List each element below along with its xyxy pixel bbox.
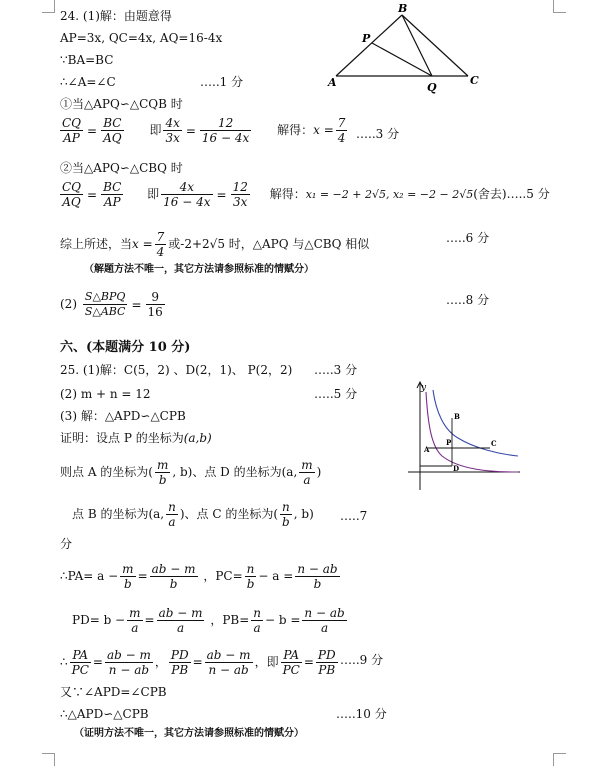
fraction: $\frac{7}{4}$ [156, 230, 165, 259]
q25-score2: …..5 分 [314, 387, 358, 401]
fraction: $\frac{ab - m}{n - ab}$ [106, 648, 151, 677]
fraction: $\frac{n}{b}$ [246, 562, 255, 591]
q24-score5: …..8 分 [446, 293, 490, 307]
q24-case2-equation: $\frac{CQ}{AQ}$ = $\frac{BC}{AP}$ 即 $\frac{4x}{16 - 4x}$ = $\frac{12}{3x}$ 解得：x₁ = −2 + 2√5, x₂ = −2 − 2√5(舍去)…..5 分 [62, 180, 550, 209]
fraction: $\frac{BC}{AP}$ [103, 180, 122, 209]
graph-figure [400, 372, 525, 497]
q25-fen: 分 [60, 537, 73, 551]
fraction: $\frac{7}{4}$ [337, 116, 346, 145]
q25-line5: 则点 A 的坐标为( $\frac{m}{b}$ , b)、点 D 的坐标为(a, $\frac{m}{a}$ ) [60, 458, 322, 487]
q25-line8: 又∵∠APD=∠CPB [60, 685, 167, 699]
corner-mark-top-right [553, 0, 566, 13]
label-a: A [328, 76, 337, 89]
q25-line9: ∴△APD∽△CPB [60, 707, 149, 721]
fraction: $\frac{n}{a}$ [253, 606, 261, 635]
fraction: $\frac{PA}{PC}$ [71, 648, 89, 677]
fraction: $\frac{m}{b}$ [156, 458, 169, 487]
q25-score3: …..7 [340, 509, 368, 523]
fraction: $\frac{m}{a}$ [129, 606, 141, 635]
fraction: $\frac{\text{S△BPQ}}{\text{S△ABC}}$ [84, 290, 126, 318]
fraction: $\frac{ab - m}{n - ab}$ [206, 648, 251, 677]
q24-score4: …..6 分 [446, 231, 490, 245]
section-heading: 六、(本题满分 10 分) [60, 340, 191, 355]
label-d-point: D [453, 464, 460, 473]
q25-line4: 证明：设点 P 的坐标为(a,b) [60, 431, 212, 445]
fraction: $\frac{ab - m}{a}$ [158, 606, 203, 635]
q25-score4: …..9 分 [340, 653, 384, 667]
q25-line1: 25. (1)解：C(5，2) 、D(2，1)、 P(2，2) [60, 363, 293, 377]
q25-ratio: ∴ $\frac{PA}{PC}$ = $\frac{ab - m}{n - ab}$ ， $\frac{PD}{PB}$ = $\frac{ab - m}{n - ab}$ ，即 $\frac{PA}{PC}$ = $\frac{PD}{PB}$ [60, 648, 336, 677]
q25-pa-pc: ∴PA= a − $\frac{m}{b}$ = $\frac{ab - m}{b}$ ，PC= $\frac{n}{b}$ − a = $\frac{n - ab}{b}$ [60, 562, 338, 591]
fraction: $\frac{9}{16}$ [147, 290, 163, 319]
q24-note: （解题方法不唯一，其它方法请参照标准的情赋分） [84, 264, 314, 275]
q25-line6: 点 B 的坐标为(a, $\frac{n}{a}$ )、点 C 的坐标为( $\frac{n}{b}$ , b) [72, 500, 314, 529]
corner-mark-bottom-left [42, 753, 55, 766]
label-q: Q [427, 81, 437, 94]
fraction: $\frac{n - ab}{a}$ [304, 606, 345, 635]
fraction: $\frac{4x}{16 - 4x}$ [163, 180, 211, 209]
q24-case2: ②当△APQ∽△CBQ 时 [60, 161, 183, 175]
fraction: $\frac{CQ}{AQ}$ [62, 180, 82, 209]
label-p: P [362, 32, 371, 45]
fraction: $\frac{PD}{PB}$ [317, 648, 336, 677]
fraction: $\frac{n - ab}{b}$ [297, 562, 338, 591]
fraction: $\frac{PA}{PC}$ [282, 648, 300, 677]
q24-line4: ∴∠A=∠C [60, 75, 116, 89]
q24-line2: AP=3x, QC=4x, AQ=16-4x [60, 31, 223, 45]
corner-mark-top-left [42, 0, 55, 13]
q25-note: （证明方法不唯一，其它方法请参照标准的情赋分） [74, 728, 304, 739]
q24-score1: …..1 分 [200, 75, 244, 89]
fraction: $\frac{CQ}{AP}$ [62, 116, 82, 145]
label-a-point: A [424, 445, 430, 454]
q24-case1: ①当△APQ∽△CQB 时 [60, 97, 183, 111]
fraction: $\frac{ab - m}{b}$ [151, 562, 196, 591]
q24-line1: 24. (1)解：由题意得 [60, 9, 172, 23]
q25-pd-pb: PD= b − $\frac{m}{a}$ = $\frac{ab - m}{a}$ ，PB= $\frac{n}{a}$ − b = $\frac{n - ab}{a}$ [72, 606, 345, 635]
label-p-point: P [446, 438, 452, 447]
q24-case1-equation: $\frac{CQ}{AP}$ = $\frac{BC}{AQ}$ 即 $\frac{4x}{3x}$ = $\frac{12}{16 - 4x}$ 解得：x = $\frac{7}{4}$ [62, 116, 346, 145]
q24-score2: …..3 分 [356, 127, 400, 141]
fraction: $\frac{n}{a}$ [168, 500, 176, 529]
y-axis-label: y [421, 383, 427, 393]
q24-part2: (2) $\frac{\text{S△BPQ}}{\text{S△ABC}}$ = $\frac{9}{16}$ [60, 290, 163, 319]
fraction: $\frac{PD}{PB}$ [170, 648, 189, 677]
label-c-point: C [491, 439, 497, 448]
label-b: B [398, 2, 408, 15]
fraction: $\frac{4x}{3x}$ [165, 116, 180, 145]
q25-line3: (3) 解：△APD∽△CPB [60, 409, 186, 423]
fraction: $\frac{BC}{AQ}$ [103, 116, 122, 145]
corner-mark-bottom-right [553, 753, 566, 766]
fraction: $\frac{m}{a}$ [301, 458, 313, 487]
q25-line2: (2) m + n = 12 [60, 387, 151, 401]
label-c: C [470, 74, 479, 87]
q24-line3: ∵BA=BC [60, 53, 114, 67]
q25-score1: …..3 分 [314, 363, 358, 377]
triangle-figure [324, 0, 484, 95]
label-b-point: B [454, 412, 460, 421]
q25-score5: …..10 分 [336, 707, 387, 721]
fraction: $\frac{n}{b}$ [282, 500, 290, 529]
q24-summary: 综上所述，当x = $\frac{7}{4}$ 或-2+2√5 时，△APQ 与△CBQ 相似 [60, 230, 370, 259]
fraction: $\frac{m}{b}$ [122, 562, 134, 591]
hyperbola-inner [426, 392, 518, 472]
fraction: $\frac{12}{3x}$ [232, 180, 248, 209]
fraction: $\frac{12}{16 - 4x}$ [201, 116, 250, 145]
